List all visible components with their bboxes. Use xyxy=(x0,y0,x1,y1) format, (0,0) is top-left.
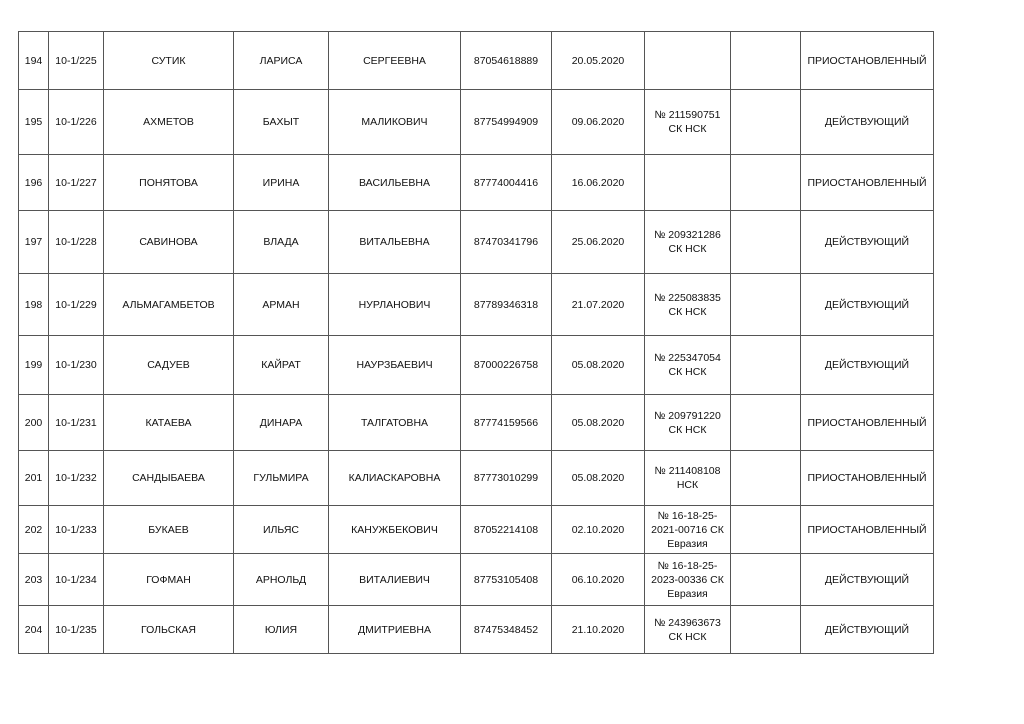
table-row xyxy=(19,90,934,155)
last-name-cell: САДУЕВ xyxy=(104,336,234,395)
phone-cell: 87054618889 xyxy=(461,32,552,90)
empty-cell xyxy=(731,211,801,274)
row-number-cell: 202 xyxy=(19,506,49,554)
empty-cell xyxy=(731,451,801,506)
status-cell: ДЕЙСТВУЮЩИЙ xyxy=(801,211,934,274)
registry-body xyxy=(19,32,934,654)
code-cell: 10-1/229 xyxy=(49,274,104,336)
policy-line: СК НСК xyxy=(668,123,707,135)
policy-cell xyxy=(645,90,731,155)
policy-cell xyxy=(645,274,731,336)
policy-line: № 16-18-25- xyxy=(657,509,718,522)
first-name-cell: БАХЫТ xyxy=(234,90,329,155)
first-name-cell: ИРИНА xyxy=(234,155,329,211)
empty-cell xyxy=(731,32,801,90)
code-cell: 10-1/235 xyxy=(49,606,104,654)
policy-cell xyxy=(645,32,731,90)
first-name-cell: ИЛЬЯС xyxy=(234,506,329,554)
table-row xyxy=(19,274,934,336)
row-number-cell: 203 xyxy=(19,554,49,606)
row-number-cell: 196 xyxy=(19,155,49,211)
table-row xyxy=(19,155,934,211)
middle-name-cell: НУРЛАНОВИЧ xyxy=(329,274,461,336)
status-cell: ПРИОСТАНОВЛЕННЫЙ xyxy=(801,451,934,506)
phone-cell: 87789346318 xyxy=(461,274,552,336)
phone-cell: 87000226758 xyxy=(461,336,552,395)
status-cell: ДЕЙСТВУЮЩИЙ xyxy=(801,274,934,336)
phone-cell: 87774004416 xyxy=(461,155,552,211)
middle-name-cell: ВИТАЛИЕВИЧ xyxy=(329,554,461,606)
date-cell: 09.06.2020 xyxy=(552,90,645,155)
policy-line: № 225347054 xyxy=(654,352,721,364)
empty-cell xyxy=(731,274,801,336)
date-cell: 21.07.2020 xyxy=(552,274,645,336)
policy-line: НСК xyxy=(676,479,699,491)
policy-line: СК НСК xyxy=(668,243,707,255)
policy-line: 2023-00336 СК xyxy=(651,573,724,586)
policy-line: № 243963673 xyxy=(654,616,721,629)
date-cell: 05.08.2020 xyxy=(552,451,645,506)
policy-cell xyxy=(645,506,731,554)
middle-name-cell: МАЛИКОВИЧ xyxy=(329,90,461,155)
policy-line: СК НСК xyxy=(668,630,707,643)
phone-cell: 87753105408 xyxy=(461,554,552,606)
phone-cell: 87773010299 xyxy=(461,451,552,506)
last-name-cell: БУКАЕВ xyxy=(104,506,234,554)
registry-table xyxy=(18,31,934,654)
policy-cell xyxy=(645,211,731,274)
empty-cell xyxy=(731,606,801,654)
row-number-cell: 204 xyxy=(19,606,49,654)
phone-cell: 87754994909 xyxy=(461,90,552,155)
policy-line: 2021-00716 СК xyxy=(651,523,724,536)
first-name-cell: ДИНАРА xyxy=(234,395,329,451)
row-number-cell: 194 xyxy=(19,32,49,90)
middle-name-cell: ВИТАЛЬЕВНА xyxy=(329,211,461,274)
policy-line: Евразия xyxy=(667,537,708,550)
middle-name-cell: НАУРЗБАЕВИЧ xyxy=(329,336,461,395)
row-number-cell: 201 xyxy=(19,451,49,506)
table-row xyxy=(19,395,934,451)
status-cell: ДЕЙСТВУЮЩИЙ xyxy=(801,336,934,395)
policy-line: № 209791220 xyxy=(654,409,721,422)
status-cell: ДЕЙСТВУЮЩИЙ xyxy=(801,606,934,654)
date-cell: 06.10.2020 xyxy=(552,554,645,606)
code-cell: 10-1/234 xyxy=(49,554,104,606)
status-cell: ПРИОСТАНОВЛЕННЫЙ xyxy=(801,32,934,90)
last-name-cell: САВИНОВА xyxy=(104,211,234,274)
last-name-cell: СУТИК xyxy=(104,32,234,90)
middle-name-cell: ТАЛГАТОВНА xyxy=(329,395,461,451)
code-cell: 10-1/232 xyxy=(49,451,104,506)
code-cell: 10-1/228 xyxy=(49,211,104,274)
phone-cell: 87774159566 xyxy=(461,395,552,451)
policy-line: СК НСК xyxy=(668,366,707,378)
policy-line: № 211590751 xyxy=(654,109,721,121)
date-cell: 21.10.2020 xyxy=(552,606,645,654)
middle-name-cell: КАНУЖБЕКОВИЧ xyxy=(329,506,461,554)
status-cell: ПРИОСТАНОВЛЕННЫЙ xyxy=(801,506,934,554)
status-cell: ДЕЙСТВУЮЩИЙ xyxy=(801,554,934,606)
status-cell: ДЕЙСТВУЮЩИЙ xyxy=(801,90,934,155)
last-name-cell: АЛЬМАГАМБЕТОВ xyxy=(104,274,234,336)
last-name-cell: САНДЫБАЕВА xyxy=(104,451,234,506)
last-name-cell: ПОНЯТОВА xyxy=(104,155,234,211)
status-cell: ПРИОСТАНОВЛЕННЫЙ xyxy=(801,155,934,211)
policy-cell xyxy=(645,155,731,211)
code-cell: 10-1/226 xyxy=(49,90,104,155)
date-cell: 20.05.2020 xyxy=(552,32,645,90)
date-cell: 02.10.2020 xyxy=(552,506,645,554)
table-row xyxy=(19,211,934,274)
middle-name-cell: СЕРГЕЕВНА xyxy=(329,32,461,90)
phone-cell: 87470341796 xyxy=(461,211,552,274)
code-cell: 10-1/225 xyxy=(49,32,104,90)
empty-cell xyxy=(731,554,801,606)
table-row xyxy=(19,336,934,395)
policy-cell xyxy=(645,336,731,395)
row-number-cell: 200 xyxy=(19,395,49,451)
phone-cell: 87475348452 xyxy=(461,606,552,654)
last-name-cell: АХМЕТОВ xyxy=(104,90,234,155)
last-name-cell: ГОФМАН xyxy=(104,554,234,606)
policy-cell xyxy=(645,554,731,606)
code-cell: 10-1/230 xyxy=(49,336,104,395)
row-number-cell: 197 xyxy=(19,211,49,274)
row-number-cell: 198 xyxy=(19,274,49,336)
date-cell: 05.08.2020 xyxy=(552,336,645,395)
empty-cell xyxy=(731,90,801,155)
date-cell: 16.06.2020 xyxy=(552,155,645,211)
row-number-cell: 199 xyxy=(19,336,49,395)
table-row xyxy=(19,506,934,554)
date-cell: 25.06.2020 xyxy=(552,211,645,274)
table-row xyxy=(19,606,934,654)
policy-line: № 16-18-25- xyxy=(657,559,718,572)
code-cell: 10-1/227 xyxy=(49,155,104,211)
first-name-cell: ЛАРИСА xyxy=(234,32,329,90)
policy-line: СК НСК xyxy=(668,305,707,318)
middle-name-cell: КАЛИАСКАРОВНА xyxy=(329,451,461,506)
first-name-cell: КАЙРАТ xyxy=(234,336,329,395)
middle-name-cell: ДМИТРИЕВНА xyxy=(329,606,461,654)
first-name-cell: ЮЛИЯ xyxy=(234,606,329,654)
first-name-cell: ГУЛЬМИРА xyxy=(234,451,329,506)
last-name-cell: КАТАЕВА xyxy=(104,395,234,451)
policy-cell xyxy=(645,451,731,506)
empty-cell xyxy=(731,395,801,451)
row-number-cell: 195 xyxy=(19,90,49,155)
empty-cell xyxy=(731,155,801,211)
last-name-cell: ГОЛЬСКАЯ xyxy=(104,606,234,654)
status-cell: ПРИОСТАНОВЛЕННЫЙ xyxy=(801,395,934,451)
policy-line: № 211408108 xyxy=(654,465,721,477)
middle-name-cell: ВАСИЛЬЕВНА xyxy=(329,155,461,211)
policy-line: № 209321286 xyxy=(654,229,721,241)
table-row xyxy=(19,554,934,606)
first-name-cell: АРМАН xyxy=(234,274,329,336)
policy-cell xyxy=(645,395,731,451)
first-name-cell: ВЛАДА xyxy=(234,211,329,274)
table-row xyxy=(19,32,934,90)
code-cell: 10-1/231 xyxy=(49,395,104,451)
empty-cell xyxy=(731,336,801,395)
policy-line: Евразия xyxy=(667,587,708,600)
first-name-cell: АРНОЛЬД xyxy=(234,554,329,606)
empty-cell xyxy=(731,506,801,554)
policy-line: СК НСК xyxy=(668,423,707,436)
code-cell: 10-1/233 xyxy=(49,506,104,554)
table-row xyxy=(19,451,934,506)
date-cell: 05.08.2020 xyxy=(552,395,645,451)
policy-line: № 225083835 xyxy=(654,291,721,304)
policy-cell xyxy=(645,606,731,654)
phone-cell: 87052214108 xyxy=(461,506,552,554)
